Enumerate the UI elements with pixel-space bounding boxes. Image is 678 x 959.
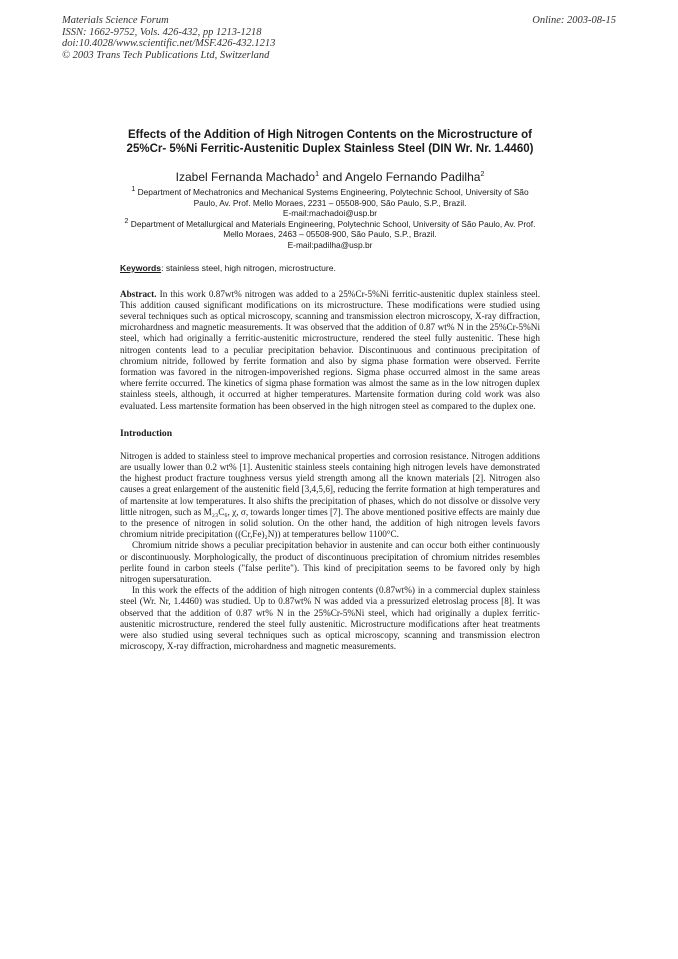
keywords [120,263,540,273]
intro-paragraph-3: In this work the effects of the addition of high nitrogen contents (0.87wt%) in a commercial duplex stainless steel (Wr. Nr, 1.4460) was studied. Up to 0.87wt% N was added via a pressurized eletroslag process [8]. It was observed that the addition of 0.87 wt% N in the 25%Cr-5%Ni steel, which had originally a duplex ferritic-austenitic microstructure, rendered the steel fully austenitic. Microstructure modifications after heat treatments were also studied using several techniques such as optical microscopy, scanning and transmission electron microscopy, X-ray diffraction, microhardness and magnetic measurements. [120,585,540,652]
doi-line: doi:10.4028/www.scientific.net/MSF.426-432.1213 [62,38,276,49]
introduction-heading: Introduction [120,427,173,439]
keywords-text: : stainless steel, high nitrogen, microstructure. [161,262,336,273]
online-date: Online: 2003-08-15 [532,15,616,26]
journal-name: Materials Science Forum [62,15,169,26]
author-2: Angelo Fernando Padilha [345,170,481,184]
introduction-section [120,428,540,653]
affiliation-2-mark: 2 [124,217,129,225]
intro-paragraph-2: Chromium nitride shows a peculiar precipitation behavior in austenite and can occur both either continuously or discontinuously. Morphologically, the product of discontinuous precipitation of chromium nitrides resembles perlite found in carbon steels ("false perlite"). This kind of precipitation seems to be favored only by high nitrogen supersaturation. [120,540,540,585]
abstract-label: Abstract. [120,288,157,299]
intro-paragraph-1: Nitrogen is added to stainless steel to improve mechanical properties and corrosion resistance. Nitrogen additions are usually lower than 0.2 wt% [1]. Austenitic stainless steels containing high nitrogen levels have demonstrated the highest product fracture toughness versus yield strength among all the known materials [2]. Nitrogen also causes a great enlargement of the austenitic field [3,4,5,6], reducing the ferrite formation at high temperatures and of martensite at low temperatures. It also shifts the precipitation of phases, which do not dissolve or dissolve very little nitrogen, such as M₂₃C₆, χ, σ, towards longer times [7]. The above mentioned positive effects are mainly due to the presence of nitrogen in solid solution. On the other hand, the addition of high nitrogen levels favors chromium nitride precipitation ((Cr,Fe)₂N)) at temperatures bellow 1100°C. [120,450,540,540]
author-2-mark: 2 [480,171,485,178]
journal-header [62,15,275,61]
abstract-text: In this work 0.87wt% nitrogen was added to a 25%Cr-5%Ni ferritic-austenitic duplex stainless steel. This addition caused significant modifications on its microstructure. These modifications were studied using several techniques such as optical microscopy, scanning and transmission electron microscopy, X-ray diffraction, microhardness and magnetic measurements. It was observed that the addition of 0.87 wt% N in the 25%Cr-5%Ni steel, which had originally a ferritic-austenitic microstructure, rendered the steel fully austenitic. These high nitrogen contents lead to a peculiar precipitation behavior. Discontinuous and continuous precipitation of chromium nitride, followed by ferrite formation and also by sigma phase formation were observed. Ferrite formation was favored in the nitrogen-impoverished regions. Sigma phase occurred almost in the same areas where ferrite occurred. The kinetics of sigma phase formation was almost the same as in the low nitrogen duplex stainless steels, although, it occurred at higher temperatures. Martensite formation during cold work was also evaluated. Less martensite formation has been observed in the high nitrogen steel as compared to the duplex one. [120,288,540,411]
affiliation-1-email: E-mail:machadoi@usp.br [282,208,378,219]
affiliation-2 [120,219,540,251]
paper-title: Effects of the Addition of High Nitrogen Contents on the Microstructure of 25%Cr- 5%Ni Ferritic-Austenitic Duplex Stainless Steel (DIN Wr. Nr. 1.4460) [126,129,534,155]
affiliation-2-text: Department of Metallurgical and Materials Engineering, Polytechnic School, University of São Paulo, Av. Prof. Mello Moraes, 2463 – 05508-900, São Paulo, S.P., Brazil. [128,218,536,240]
affiliation-1 [120,187,540,219]
author-1-mark: 1 [315,171,319,178]
paper-body [120,128,540,652]
affiliation-2-email: E-mail:padilha@usp.br [287,239,373,250]
abstract [120,289,540,412]
copyright-line: © 2003 Trans Tech Publications Ltd, Switzerland [62,49,270,61]
author-line [120,170,540,184]
keywords-label: Keywords [120,262,162,273]
affiliation-1-mark: 1 [131,186,136,194]
issn-line: ISSN: 1662-9752, Vols. 426-432, pp 1213-1218 [62,26,262,38]
author-and: and [318,170,346,184]
author-1: Izabel Fernanda Machado [175,170,316,184]
affiliation-1-text: Department of Mechatronics and Mechanical Systems Engineering, Polytechnic School, University of São Paulo, Av. Prof. Mello Moraes, 2231 – 05508-900, São Paulo, S.P., Brazil. [135,187,529,208]
